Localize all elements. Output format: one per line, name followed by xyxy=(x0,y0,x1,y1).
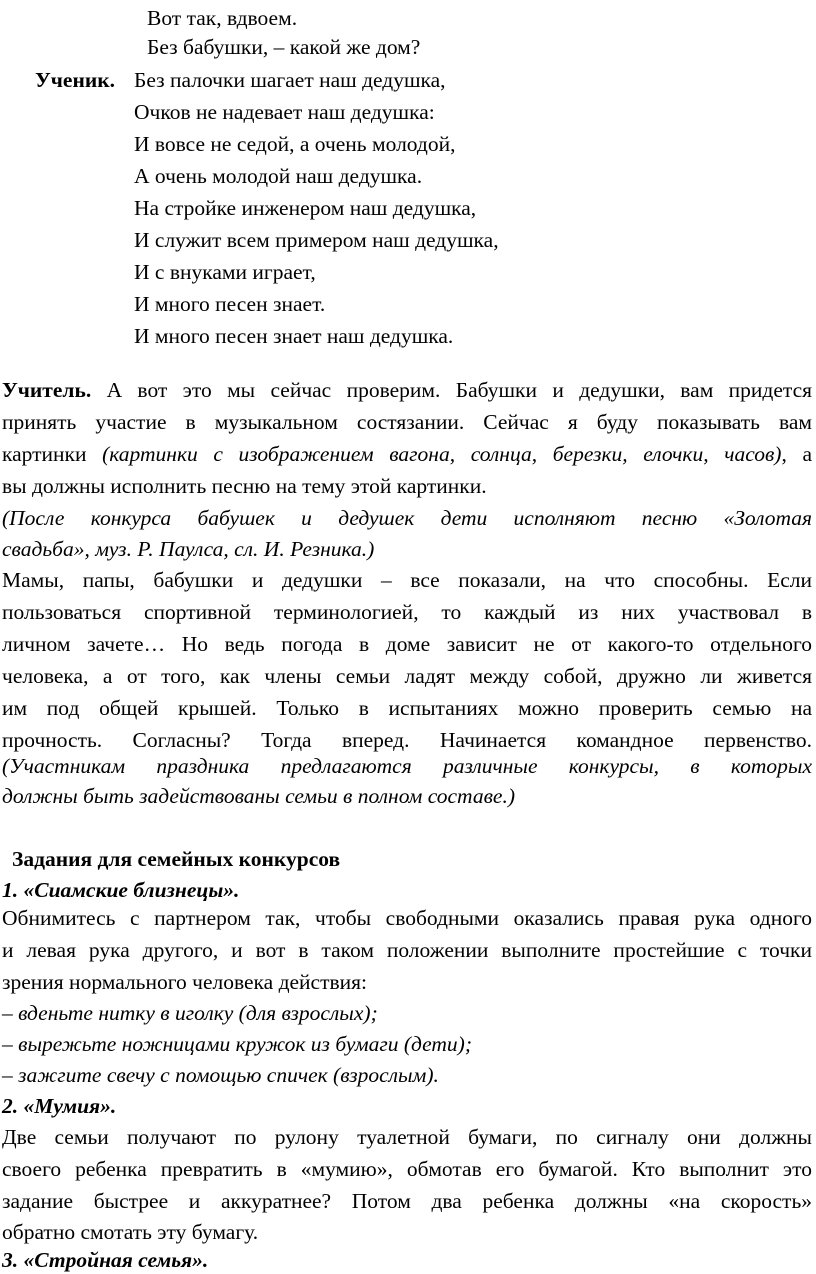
teacher-text: картинки xyxy=(2,442,87,466)
poem-line: И много песен знает наш дедушка. xyxy=(134,324,454,348)
stage-direction-line: должны быть задействованы семьи в полном составе.) xyxy=(2,784,515,808)
task-text-line: зрения нормального человека действия: xyxy=(2,970,368,994)
poem-line: И с внуками играет, xyxy=(134,260,316,284)
poem-line: Без бабушки, – какой же дом? xyxy=(147,35,421,59)
poem-line: И много песен знает. xyxy=(134,292,326,316)
poem-line: И служит всем примером наш дедушка, xyxy=(134,228,499,252)
poem-line: На стройке инженером наш дедушка, xyxy=(134,196,477,220)
section-heading: Задания для семейных конкурсов xyxy=(12,847,341,871)
task-text-line: Две семьи получают по рулону туалетной бумаги, по сигналу они должны xyxy=(2,1125,812,1149)
task-list-item: – вденьте нитку в иголку (для взрослых); xyxy=(2,1001,378,1025)
stage-direction-line: (После конкурса бабушек и дедушек дети исполняют песню «Золотая xyxy=(2,506,812,530)
teacher-paragraph-line xyxy=(2,376,812,404)
task-text-line: и левая рука другого, и вот в таком положении выполните простейшие с точки xyxy=(2,938,812,962)
teacher-paragraph-line: принять участие в музыкальном состязании. Сейчас я буду показывать вам xyxy=(2,410,812,434)
speaker-teacher: Учитель. xyxy=(2,378,92,402)
paragraph-line: пользоваться спортивной терминологией, то каждый из них участвовал в xyxy=(2,600,812,624)
teacher-text: , а xyxy=(781,442,812,466)
paragraph-line: прочность. Согласны? Тогда вперед. Начинается командное первенство. xyxy=(2,728,812,752)
teacher-paragraph-line: вы должны исполнить песню на тему этой картинки. xyxy=(2,474,487,498)
speaker-student: Ученик. xyxy=(35,68,115,92)
task-list-item: – зажгите свечу с помощью спичек (взрослым). xyxy=(2,1063,439,1087)
teacher-paragraph-line xyxy=(2,440,812,468)
poem-line: Вот так, вдвоем. xyxy=(147,6,298,30)
teacher-text: А вот это мы сейчас проверим. Бабушки и дедушки, вам придется xyxy=(106,378,813,402)
poem-line: Без палочки шагает наш дедушка, xyxy=(134,68,446,92)
poem-line: А очень молодой наш дедушка. xyxy=(134,164,423,188)
task-text-line: Обнимитесь с партнером так, чтобы свободными оказались правая рука одного xyxy=(2,906,812,930)
task-list-item: – вырежьте ножницами кружок из бумаги (дети); xyxy=(2,1032,472,1056)
teacher-stage-note: (картинки с изображением вагона, солнца, березки, елочки, часов) xyxy=(102,442,782,466)
stage-direction-line: (Участникам праздника предлагаются различные конкурсы, в которых xyxy=(2,754,812,778)
task-title-3: 3. «Стройная семья». xyxy=(2,1248,209,1272)
paragraph-line: личном зачете… Но ведь погода в доме зависит не от какого-то отдельного xyxy=(2,632,812,656)
task-text-line: обратно смотать эту бумагу. xyxy=(2,1220,259,1244)
paragraph-line: Мамы, папы, бабушки и дедушки – все показали, на что способны. Если xyxy=(2,568,812,592)
poem-line: И вовсе не седой, а очень молодой, xyxy=(134,132,456,156)
paragraph-line: человека, а от того, как члены семьи ладят между собой, дружно ли живется xyxy=(2,664,812,688)
task-title-1: 1. «Сиамские близнецы». xyxy=(2,878,240,902)
poem-line: Очков не надевает наш дедушка: xyxy=(134,100,435,124)
task-text-line: задание быстрее и аккуратнее? Потом два ребенка должны «на скорость» xyxy=(2,1189,812,1213)
task-title-2: 2. «Мумия». xyxy=(2,1094,117,1118)
task-text-line: своего ребенка превратить в «мумию», обмотав его бумагой. Кто выполнит это xyxy=(2,1157,812,1181)
stage-direction-line: свадьба», муз. Р. Паулса, сл. И. Резника.) xyxy=(2,537,375,561)
paragraph-line: им под общей крышей. Только в испытаниях можно проверить семью на xyxy=(2,696,812,720)
